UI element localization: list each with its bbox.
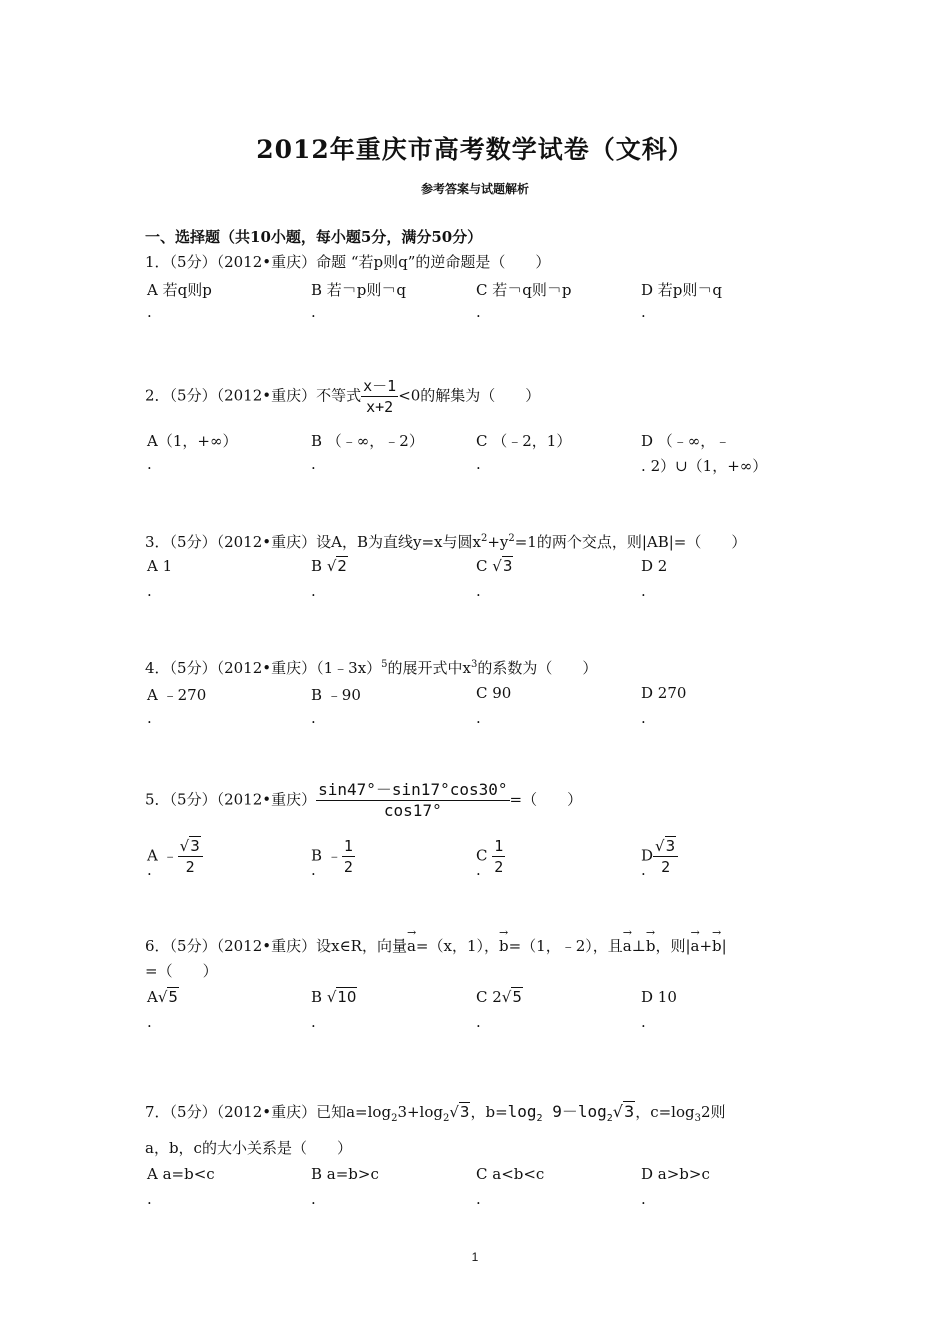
q6-option-b xyxy=(311,988,357,1006)
q5-b-fraction xyxy=(342,836,355,877)
q4-sup: 3 xyxy=(471,659,478,670)
option-dot: . xyxy=(147,582,152,600)
q6-end: | xyxy=(721,937,727,955)
minus-sign: ﹣ xyxy=(162,846,178,865)
q3-stem-b: +y xyxy=(487,533,509,551)
option-dot: . xyxy=(641,1190,646,1208)
q5-a-fraction xyxy=(178,836,203,877)
option-dot: . xyxy=(641,303,646,321)
log-nine: 9－log xyxy=(552,1102,607,1121)
q4-stem-c: 的系数为（ ） xyxy=(477,659,598,677)
vector-a: → a xyxy=(407,937,416,955)
subscript: 2 xyxy=(536,1113,543,1125)
q7-mid3: ，c=log xyxy=(635,1103,695,1121)
question-2-stem xyxy=(145,376,540,417)
q3-sup: 2 xyxy=(480,533,488,544)
q3-option-d: D 2 xyxy=(641,557,668,575)
q5-option-a xyxy=(147,836,203,877)
q2-option-a: A（1，+∞） xyxy=(147,432,238,450)
section-heading: 一、选择题（共10小题，每小题5分，满分50分） xyxy=(145,228,483,246)
radicand: 2 xyxy=(337,557,347,575)
q2-denominator: x+2 xyxy=(366,398,394,416)
numerator: √3 xyxy=(653,836,678,857)
option-dot: . xyxy=(641,861,646,879)
subscript: 2 xyxy=(391,1113,398,1124)
option-dot: . xyxy=(311,709,316,727)
log-expression xyxy=(507,1102,636,1125)
q7-end: 2则 xyxy=(700,1103,726,1121)
q3-option-b xyxy=(311,557,348,575)
vector-a: → a xyxy=(623,937,632,955)
option-dot: . xyxy=(311,303,316,321)
q4-option-a: A ﹣270 xyxy=(147,686,207,704)
numerator: 1 xyxy=(343,837,353,855)
q7-option-d: D a>b>c xyxy=(641,1165,710,1183)
q5-pre: 5．（5分）（2012•重庆） xyxy=(145,790,317,809)
q2-option-b: B （﹣∞，﹣2） xyxy=(311,432,424,450)
radicand: 5 xyxy=(168,988,178,1006)
option-dot: . xyxy=(641,582,646,600)
q5-numerator: sin47°－sin17°cos30° xyxy=(318,780,508,799)
radicand: 3 xyxy=(624,1102,635,1121)
q7-mid2: ，b= xyxy=(470,1103,508,1121)
radicand: 3 xyxy=(190,837,200,855)
q1-option-c: C 若￢q则￢p xyxy=(476,281,572,299)
radicand: 3 xyxy=(665,837,676,855)
question-7-stem xyxy=(145,1099,726,1124)
q2-fraction xyxy=(361,376,398,417)
option-label: A xyxy=(147,846,158,865)
option-dot: . xyxy=(476,303,481,321)
q4-option-b: B ﹣90 xyxy=(311,686,361,704)
question-4-stem xyxy=(145,657,597,678)
q6-then: ，则| xyxy=(655,937,691,955)
q2-option-d-continued xyxy=(641,455,767,476)
q4-option-c: C 90 xyxy=(476,684,512,702)
question-6-stem xyxy=(145,935,727,956)
option-dot: . xyxy=(476,1190,481,1208)
q6-eq2: =（1，﹣2），且 xyxy=(508,937,623,955)
page-subtitle: 参考答案与试题解析 xyxy=(420,182,529,196)
q7-option-b: B a=b>c xyxy=(311,1165,379,1183)
option-dot: . xyxy=(641,1013,646,1031)
q6-option-d: D 10 xyxy=(641,988,677,1006)
question-1-stem: 1．（5分）（2012•重庆）命题 “若p则q”的逆命题是（ ） xyxy=(145,253,551,271)
q4-stem-a: 4．（5分）（2012•重庆）（1﹣3x） xyxy=(145,659,382,677)
q3-option-c-label: C xyxy=(476,557,488,575)
q5-option-b xyxy=(311,836,355,877)
option-dot: . xyxy=(311,455,316,473)
option-dot: . xyxy=(147,455,152,473)
sqrt-expression: √2 xyxy=(326,557,347,575)
vector-b: → b xyxy=(712,937,722,955)
q2-numerator: x－1 xyxy=(363,377,397,395)
page-number: 1 xyxy=(471,1250,479,1264)
denominator: 2 xyxy=(494,858,504,876)
vector-a: → a xyxy=(691,937,700,955)
sqrt-expression: √3 xyxy=(449,1103,470,1121)
question-3-stem xyxy=(145,531,746,552)
q3-option-c xyxy=(476,557,513,575)
denominator: 2 xyxy=(343,858,353,876)
q5-option-d xyxy=(641,836,678,877)
sqrt-expression: √3 xyxy=(612,1102,635,1121)
option-dot: . xyxy=(147,861,152,879)
q3-option-b-label: B xyxy=(311,557,323,575)
question-7-line2: a，b，c的大小关系是（ ） xyxy=(145,1139,352,1157)
subscript: 3 xyxy=(694,1113,701,1124)
q6-option-c xyxy=(476,988,523,1006)
option-label: B xyxy=(311,846,323,865)
q5-c-fraction xyxy=(492,836,505,877)
q2-post: <0的解集为（ ） xyxy=(398,386,541,405)
numerator: 1 xyxy=(494,837,504,855)
option-dot: . xyxy=(147,1013,152,1031)
option-dot: . xyxy=(311,861,316,879)
option-label: C 2 xyxy=(476,988,502,1006)
denominator: 2 xyxy=(661,858,671,876)
sqrt-expression: √10 xyxy=(326,988,357,1006)
q5-d-fraction xyxy=(653,836,678,877)
q7-option-a: A a=b<c xyxy=(147,1165,215,1183)
option-label: A xyxy=(147,988,158,1006)
vector-b: → b xyxy=(646,937,656,955)
radicand: 3 xyxy=(459,1103,470,1121)
q5-fraction xyxy=(316,780,509,821)
option-dot: . xyxy=(641,457,646,475)
plus-symbol: + xyxy=(699,937,713,955)
q4-option-d: D 270 xyxy=(641,684,687,702)
option-dot: . xyxy=(147,709,152,727)
perp-symbol: ⊥ xyxy=(631,937,646,955)
option-dot: . xyxy=(476,582,481,600)
vector-b: → b xyxy=(499,937,509,955)
sqrt-expression: √5 xyxy=(157,988,178,1006)
subscript: 2 xyxy=(442,1113,450,1124)
q1-option-b: B 若￢p则￢q xyxy=(311,281,406,299)
radicand: 5 xyxy=(512,988,522,1006)
q6-option-a xyxy=(147,988,179,1006)
q4-sup: 5 xyxy=(381,659,388,670)
option-dot: . xyxy=(476,1013,481,1031)
option-dot: . xyxy=(476,455,481,473)
option-label: B xyxy=(311,988,323,1006)
q3-stem-a: 3．（5分）（2012•重庆）设A，B为直线y=x与圆x xyxy=(145,533,481,551)
sqrt-expression: √3 xyxy=(492,557,513,575)
q6-pre: 6．（5分）（2012•重庆）设x∈R，向量 xyxy=(145,937,407,955)
q2-option-c: C （﹣2，1） xyxy=(476,432,572,450)
q2-pre: 2．（5分）（2012•重庆）不等式 xyxy=(145,386,362,405)
radicand: 10 xyxy=(337,988,357,1006)
q7-mid1: 3+log xyxy=(397,1103,443,1121)
q2-option-d: D （﹣∞，﹣ xyxy=(641,432,731,450)
question-6-line2: =（ ） xyxy=(145,962,218,980)
option-dot: . xyxy=(147,1190,152,1208)
q6-eq1: =（x，1）， xyxy=(415,937,499,955)
q3-stem-c: =1的两个交点，则|AB|=（ ） xyxy=(514,533,747,551)
option-dot: . xyxy=(641,709,646,727)
option-dot: . xyxy=(476,709,481,727)
sqrt-expression: √5 xyxy=(501,988,522,1006)
q3-option-a: A 1 xyxy=(147,557,173,575)
denominator: 2 xyxy=(185,858,195,876)
page-title: 2012年重庆市高考数学试卷（文科） xyxy=(256,135,694,164)
q5-post: =（ ） xyxy=(509,790,583,809)
option-dot: . xyxy=(311,582,316,600)
numerator: √3 xyxy=(178,836,203,857)
q2-option-d-tail: 2）∪（1，+∞） xyxy=(650,457,768,475)
minus-sign: ﹣ xyxy=(326,846,342,865)
option-dot: . xyxy=(476,861,481,879)
q7-pre: 7．（5分）（2012•重庆）已知a=log xyxy=(145,1103,392,1121)
option-dot: . xyxy=(147,303,152,321)
q1-option-a: A 若q则p xyxy=(147,281,212,299)
q3-sup: 2 xyxy=(508,533,515,544)
option-dot: . xyxy=(311,1190,316,1208)
q4-stem-b: 的展开式中x xyxy=(387,659,471,677)
log-word: log xyxy=(507,1102,537,1121)
option-label: C xyxy=(476,846,488,865)
radicand: 3 xyxy=(502,557,513,575)
q5-denominator: cos17° xyxy=(383,801,442,820)
option-dot: . xyxy=(311,1013,316,1031)
option-label: D xyxy=(641,846,654,865)
subscript: 2 xyxy=(606,1113,613,1125)
q1-option-d: D 若p则￢q xyxy=(641,281,722,299)
question-5-stem xyxy=(145,780,582,821)
q7-option-c: C a<b<c xyxy=(476,1165,545,1183)
